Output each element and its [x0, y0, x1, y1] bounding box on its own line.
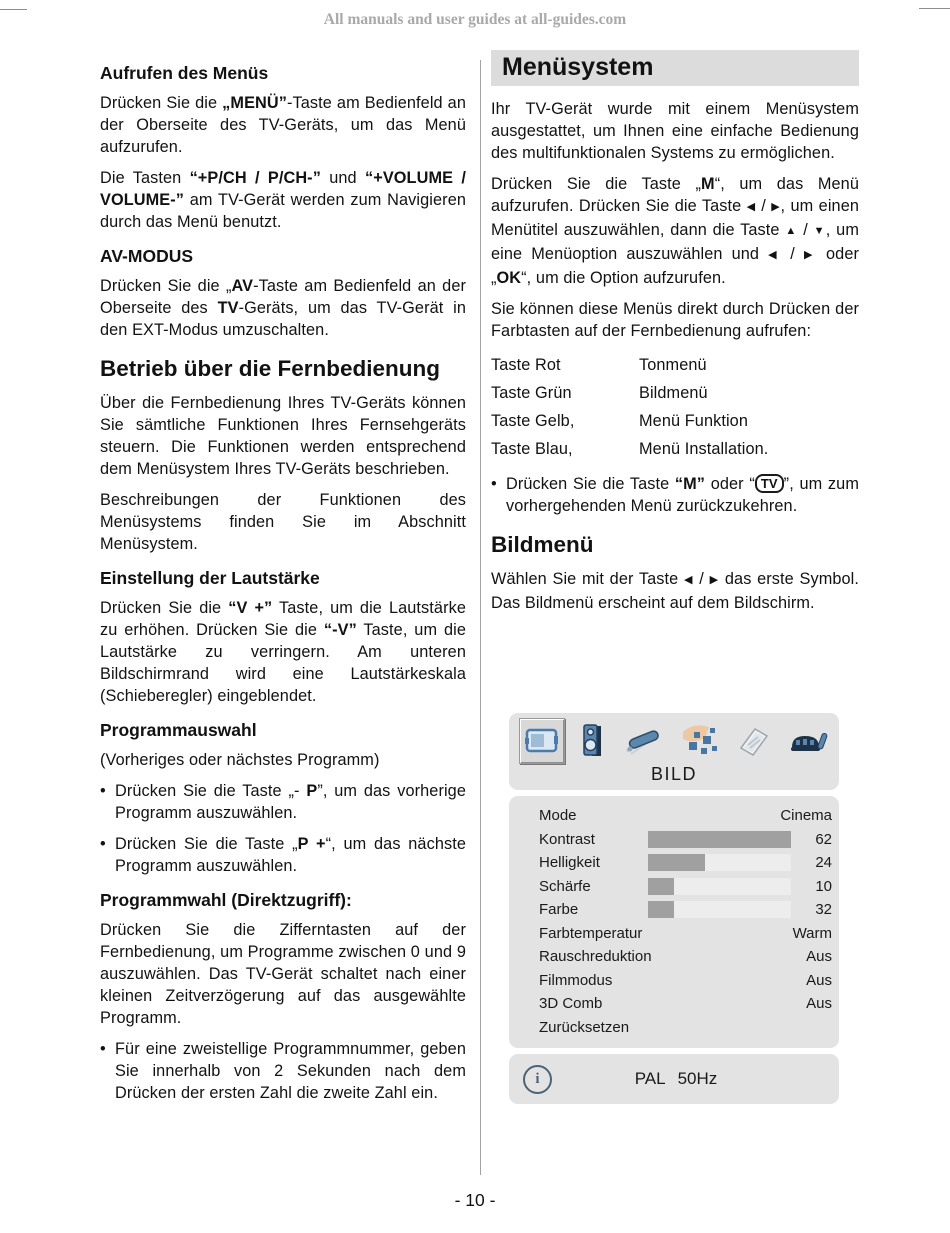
osd-slider-fill [648, 854, 705, 871]
osd-holder [491, 713, 859, 1104]
para: (Vorheriges oder nächstes Programm) [100, 751, 380, 769]
osd-row-value: 24 [815, 854, 832, 872]
color-key-row: Taste Gelb, Menü Funktion [491, 412, 748, 430]
para: Drücken Sie die Taste „M“, um das Menü aufzurufen. Drücken Sie die Taste ◀ / ▶, um einen Menütitel auszuwählen, dann die Taste ▲ / ▼, um eine Menüoption auszuwählen und ◀ / ▶ oder „OK“, um die Option aufzurufen. [491, 175, 860, 287]
para: Über die Fernbedienung Ihres TV-Geräts können Sie sämtliche Funktionen Ihres Fernsehgeräts steuern. Die Funktionen werden entsprechend dem Menüsystem Ihres TV-Geräts beschrieben. [100, 394, 466, 478]
osd-slider-track [648, 831, 791, 848]
install-icon [679, 724, 719, 758]
osd-slider-fill [648, 831, 791, 848]
osd-menu-row [509, 804, 839, 828]
bullet-marker: • [100, 782, 106, 800]
heading-programmwahl-direktzugriff: Programmwahl (Direktzugriff): [100, 890, 352, 910]
bullet: • Drücken Sie die Taste „P +“, um das nächste Programm auszuwählen. [100, 835, 466, 875]
bullet-marker: • [100, 835, 106, 853]
osd-row-label: Mode [539, 807, 577, 825]
osd-icon-row [519, 718, 829, 764]
osd-row-value: Cinema [780, 807, 832, 825]
heading-programmauswahl: Programmauswahl [100, 720, 257, 740]
program-icon [734, 725, 772, 757]
osd-menu-row [509, 875, 839, 899]
para: Die Tasten “+P/CH / P/CH-” und “+VOLUME / VOLUME-” am TV-Gerät werden zum Navigieren durch das Menü benutzt. [100, 169, 466, 231]
osd-menu-row [509, 969, 839, 993]
osd-row-label: Filmmodus [539, 971, 613, 989]
osd-status-frequency: 50Hz [677, 1069, 718, 1088]
watermark-header: All manuals and user guides at all-guides.com [323, 11, 627, 28]
osd-row-label: Helligkeit [539, 854, 600, 872]
bullet-marker: • [100, 1040, 106, 1058]
color-key-row: Taste Grün Bildmenü [491, 384, 708, 402]
picture-icon [519, 718, 565, 764]
heading-einstellung-lautstaerke: Einstellung der Lautstärke [100, 568, 320, 588]
bullet: • Für eine zweistellige Programmnummer, geben Sie innerhalb von 2 Sekunden nach dem Drücken der ersten Zahl die zweite Zahl ein. [100, 1040, 466, 1102]
osd-row-value: 62 [815, 830, 832, 848]
osd-row-label: Farbe [539, 901, 579, 919]
column-divider [480, 60, 481, 1175]
osd-slider-fill [648, 901, 674, 918]
para: Drücken Sie die Zifferntasten auf der Fernbedienung, um Programme zwischen 0 und 9 auszuwählen. Das TV-Gerät schaltet nach einer kleinen Zeitverzögerung auf das ausgewählte Programm. [100, 921, 466, 1027]
osd-menu-row [509, 1016, 839, 1040]
para: Drücken Sie die „AV-Taste am Bedienfeld an der Oberseite des TV-Geräts, um das TV-Gerät in den EXT-Modus umzuschalten. [100, 277, 466, 339]
osd-slider-track [648, 854, 791, 871]
osd-row-label: 3D Comb [539, 995, 603, 1013]
osd-slider-track [648, 878, 791, 895]
osd-slider-fill [648, 878, 674, 895]
crop-mark-left [0, 9, 27, 10]
bullet: • Drücken Sie die Taste „- P”, um das vorherige Programm auszuwählen. [100, 782, 466, 822]
sound-icon [580, 723, 606, 759]
osd-slider-track [648, 901, 791, 918]
osd-menu-row [509, 851, 839, 875]
tv-menu-screenshot [509, 713, 839, 1104]
osd-status-bar [509, 1054, 839, 1104]
heading-menuesystem: Menüsystem [491, 50, 859, 86]
osd-row-label: Rauschreduktion [539, 948, 652, 966]
page-number: - 10 - [454, 1190, 496, 1210]
heading-av-modus: AV-MODUS [100, 246, 194, 266]
osd-status-text [552, 1069, 800, 1089]
heading-aufrufen-des-menus: Aufrufen des Menüs [100, 63, 269, 83]
color-key-row: Taste Rot Tonmenü [491, 356, 707, 374]
left-column [100, 50, 466, 1113]
osd-row-value: 10 [815, 877, 832, 895]
feature-icon [621, 725, 663, 757]
bullet: • Drücken Sie die Taste “M” oder “ TV ”, um zum vorhergehenden Menü zurückzukehren. [491, 475, 859, 515]
osd-row-label: Schärfe [539, 877, 591, 895]
color-key-row: Taste Blau, Menü Installation. [491, 440, 769, 458]
para: Ihr TV-Gerät wurde mit einem Menüsystem ausgestattet, um Ihnen eine einfache Bedienung des multifunktionalen Systems zu ermöglichen. [491, 100, 859, 162]
osd-menu-row [509, 945, 839, 969]
color-key-table [491, 351, 859, 463]
osd-row-value: Aus [806, 995, 832, 1013]
para: Sie können diese Menüs direkt durch Drücken der Farbtasten auf der Fernbedienung aufrufen: [491, 300, 859, 340]
osd-menu-panel [509, 796, 839, 1048]
para: Drücken Sie die “V +” Taste, um die Lautstärke zu erhöhen. Drücken Sie die “-V” Taste, um die Lautstärke zu verringern. Am unteren Bildschirmrand wird eine Lautstärkeskala (Schieberegler) eingeblendet. [100, 599, 466, 705]
bullet-marker: • [491, 475, 497, 493]
para: Wählen Sie mit der Taste ◀ / ▶ das erste Symbol. Das Bildmenü erscheint auf dem Bildschirm. [491, 570, 860, 612]
osd-row-value: Aus [806, 948, 832, 966]
osd-menu-row [509, 898, 839, 922]
osd-tab-label: BILD [650, 764, 698, 784]
osd-tab-bar [509, 713, 839, 790]
osd-row-value: 32 [815, 901, 832, 919]
info-icon: i [523, 1065, 552, 1094]
osd-row-label: Kontrast [539, 830, 595, 848]
osd-menu-row [509, 828, 839, 852]
osd-row-label: Zurücksetzen [539, 1018, 630, 1036]
crop-mark-right [919, 8, 950, 9]
heading-bildmenue: Bildmenü [491, 532, 594, 557]
source-icon [787, 727, 829, 755]
osd-row-label: Farbtemperatur [539, 924, 643, 942]
osd-menu-row [509, 992, 839, 1016]
para: Beschreibungen der Funktionen des Menüsystems finden Sie im Abschnitt Menüsystem. [100, 491, 466, 553]
heading-betrieb-fernbedienung: Betrieb über die Fernbedienung [100, 356, 441, 381]
osd-row-value: Aus [806, 971, 832, 989]
osd-status-system: PAL [634, 1069, 666, 1088]
right-column [491, 50, 859, 623]
osd-row-value: Warm [792, 924, 832, 942]
osd-menu-row [509, 922, 839, 946]
para: Drücken Sie die „MENÜ”-Taste am Bedienfeld an der Oberseite des TV-Geräts, um das Menü aufzurufen. [100, 94, 466, 156]
